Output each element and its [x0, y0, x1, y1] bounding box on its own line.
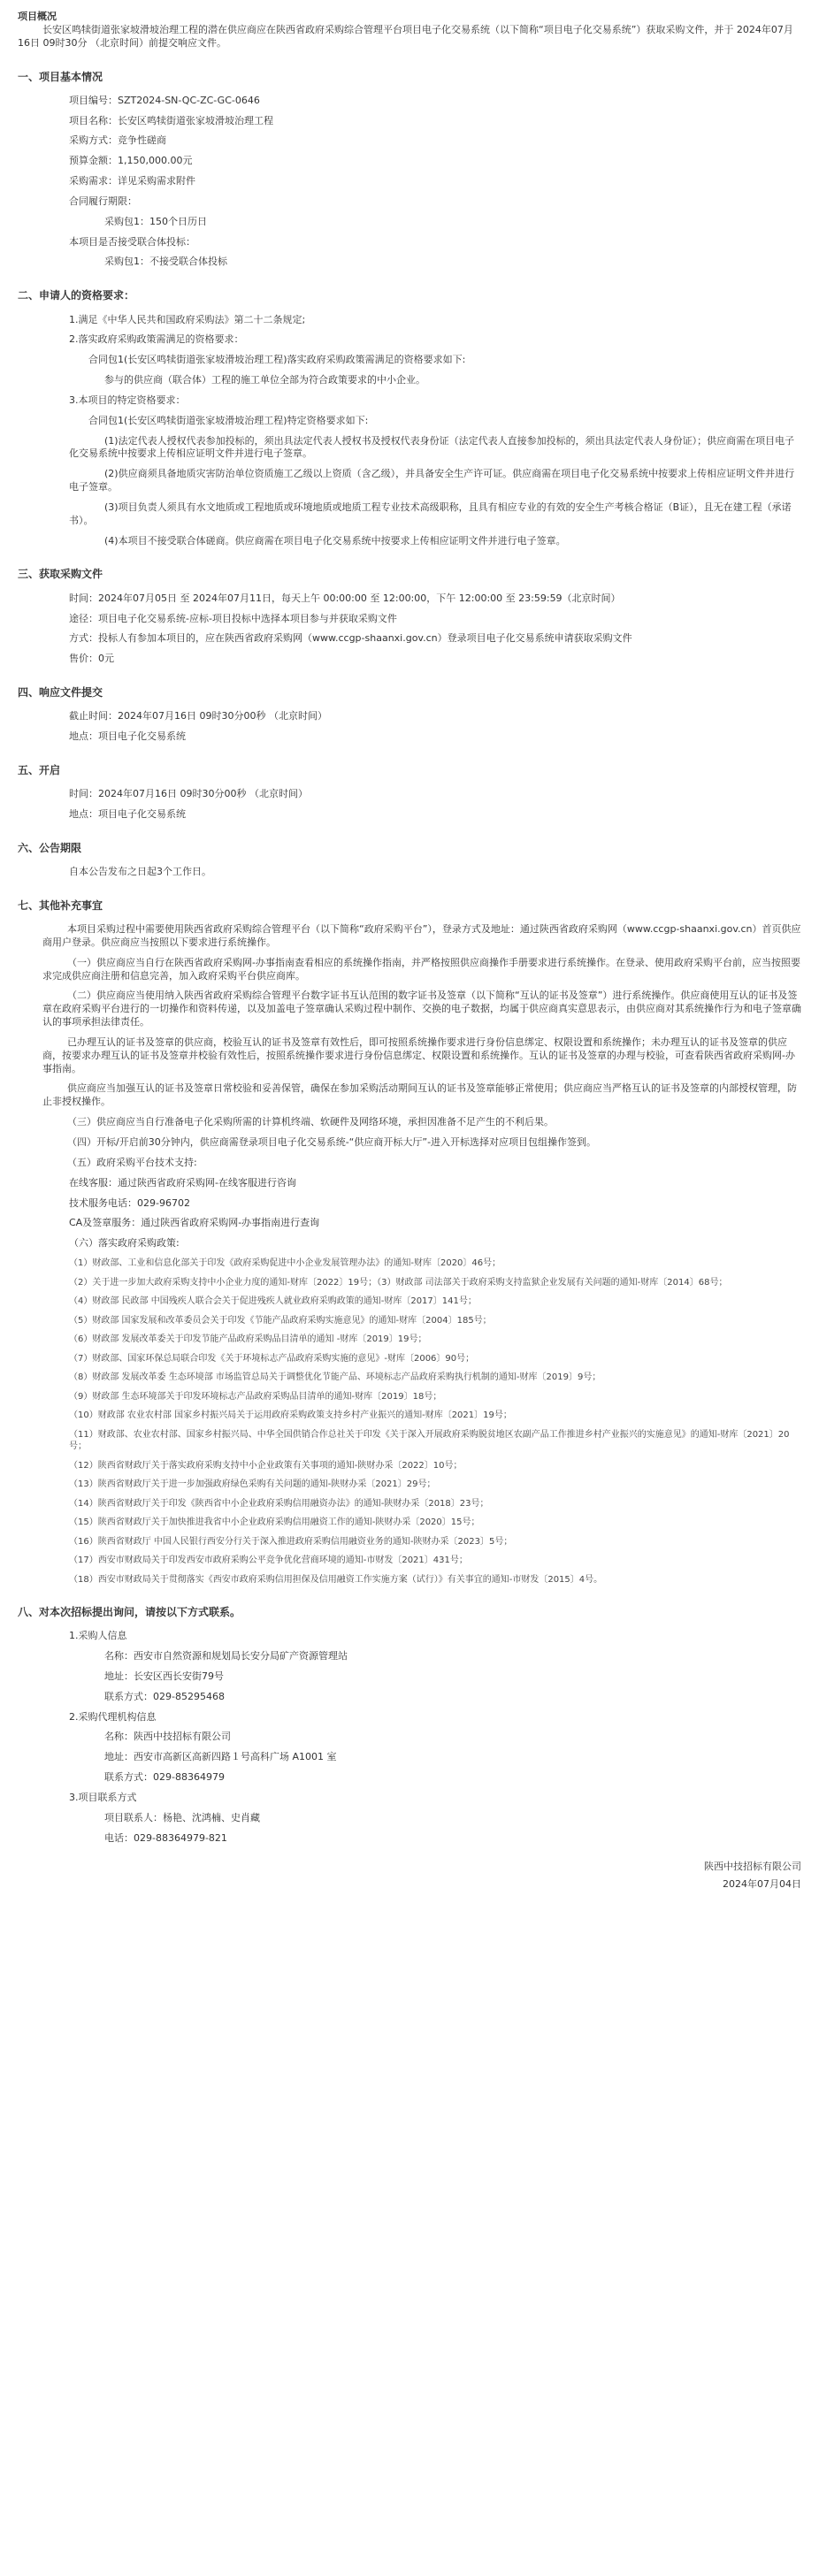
- requirement-3: 3.本项目的特定资格要求：: [69, 394, 186, 406]
- buyer-heading: 1.采购人信息: [69, 1630, 127, 1642]
- submission-place: 地点：项目电子化交易系统: [69, 730, 186, 743]
- project-overview: [18, 11, 801, 50]
- buyer-phone: 联系方式：029-85295468: [104, 1690, 225, 1702]
- obtain-way: 途径：项目电子化交易系统-应标-项目投标中选择本项目参与并获取采购文件: [69, 612, 397, 624]
- requirement-2: 2.落实政府采购政策需满足的资格要求：: [69, 333, 244, 346]
- obtain-price: 售价：0元: [69, 653, 114, 665]
- agent-name: 名称：陕西中技招标有限公司: [104, 1731, 231, 1743]
- policy-item: （9）财政部 生态环境部关于印发环境标志产品政府采购品目清单的通知-财库〔2019〕18号；: [69, 1391, 442, 1402]
- budget-amount: 预算金额：1,150,000.00元: [69, 155, 193, 167]
- section-title: 一、项目基本情况: [18, 70, 103, 83]
- requirement-3d: (3)项目负责人须具有水文地质或工程地质或环境地质或地质工程专业技术高级职称，且具有相应专业的有效的安全生产考核合格证（B证），且无在建工程（承诺书）。: [69, 501, 792, 526]
- section-title: 六、公告期限: [18, 841, 82, 854]
- agent-address: 地址：西安市高新区高新四路１号高科广场 A1001 室: [104, 1751, 337, 1763]
- requirement-3a: 合同包1(长安区鸣犊街道张家坡滑坡治理工程)特定资格要求如下:: [88, 414, 369, 426]
- signature-company: 陕西中技招标有限公司: [704, 1860, 801, 1872]
- supplementary-p1: （一）供应商应当自行在陕西省政府采购网-办事指南查看相应的系统操作指南，并严格按照供应商操作手册要求进行系统操作。在登录、使用政府采购平台前，应当按照要求完成供应商注册和信息完善，加入政府采购平台供应商库。: [42, 956, 800, 982]
- contract-period-label: 合同履行期限：: [69, 195, 137, 207]
- policy-item: （18）西安市财政局关于贯彻落实《西安市政府采购信用担保及信用融资工作实施方案（试行）》有关事宜的通知-市财发〔2015〕4号。: [69, 1574, 603, 1585]
- consortium-label: 本项目是否接受联合体投标：: [69, 235, 195, 248]
- section-title: 四、响应文件提交: [18, 686, 103, 699]
- procurement-demand: 采购需求：详见采购需求附件: [69, 175, 195, 187]
- procurement-method: 采购方式：竞争性磋商: [69, 134, 166, 147]
- consortium-package: 采购包1：不接受联合体投标: [104, 256, 227, 268]
- contact-phone: 电话：029-88364979-821: [104, 1831, 227, 1844]
- section-notice-period: [18, 841, 801, 883]
- requirement-3b: (1)法定代表人授权代表参加投标的，须出具法定代表人授权书及授权代表身份证（法定代表人直接参加投标的，须出具法定代表人身份证）；供应商需在项目电子化交易系统中按要求上传相应证明文件并进行电子签章。: [69, 434, 795, 460]
- notice-period-text: 自本公告发布之日起3个工作日。: [69, 865, 211, 877]
- section-title: 五、开启: [18, 763, 61, 776]
- signature-date: 2024年07月04日: [723, 1878, 801, 1891]
- policy-item: （6）财政部 发展改革委关于印发节能产品政府采购品目清单的通知 -财库〔2019〕19号；: [69, 1334, 427, 1345]
- contact-people: 项目联系人：杨艳、沈鸿楠、史肖藏: [104, 1811, 260, 1823]
- policy-item: （17）西安市财政局关于印发西安市政府采购公平竞争优化营商环境的通知-市财发〔2021〕431号；: [69, 1556, 468, 1566]
- requirement-2b: 参与的供应商（联合体）工程的施工单位全部为符合政策要求的中小企业。: [104, 374, 425, 386]
- policy-item: （4）财政部 民政部 中国残疾人联合会关于促进残疾人就业政府采购政策的通知-财库〔2017〕141号；: [69, 1296, 477, 1307]
- policy-item: （16）陕西省财政厅 中国人民银行西安分行关于深入推进政府采购信用融资业务的通知-陕财办采〔2023〕5号；: [69, 1536, 513, 1547]
- requirement-3e: (4)本项目不接受联合体磋商。供应商需在项目电子化交易系统中按要求上传相应证明文件并进行电子签章。: [104, 534, 566, 547]
- buyer-name: 名称：西安市自然资源和规划局长安分局矿产资源管理站: [104, 1650, 348, 1663]
- buyer-address: 地址：长安区西长安街79号: [104, 1670, 224, 1682]
- opening-time: 时间：2024年07月16日 09时30分00秒 （北京时间）: [69, 788, 308, 800]
- supplementary-policy-heading: （六）落实政府采购政策:: [69, 1237, 180, 1250]
- policy-item: （13）陕西省财政厅关于进一步加强政府绿色采购有关问题的通知-陕财办采〔2021〕29号；: [69, 1479, 436, 1490]
- overview-text: 长安区鸣犊街道张家坡滑坡治理工程的潜在供应商应在陕西省政府采购综合管理平台项目电子化交易系统（以下简称“项目电子化交易系统”）获取采购文件，并于 2024年07月16日 09时30分 （北京时间）前提交响应文件。: [18, 23, 793, 49]
- requirement-3c: (2)供应商须具备地质灾害防治单位资质施工乙级以上资质（含乙级），并具备安全生产许可证。供应商需在项目电子化交易系统中按要求上传相应证明文件并进行电子签章。: [69, 468, 795, 493]
- policy-item: （8）财政部 发展改革委 生态环境部 市场监管总局关于调整优化节能产品、环境标志产品政府采购执行机制的通知-财库〔2019〕9号；: [69, 1372, 601, 1383]
- requirement-1: 1.满足《中华人民共和国政府采购法》第二十二条规定;: [69, 313, 306, 325]
- supplementary-p6: （四）开标/开启前30分钟内，供应商需登录项目电子化交易系统-“供应商开标大厅”-进入开标选择对应项目包组操作签到。: [67, 1135, 597, 1148]
- project-name: 项目名称：长安区鸣犊街道张家坡滑坡治理工程: [69, 114, 273, 126]
- supplementary-p5: （三）供应商应当自行准备电子化采购所需的计算机终端、软硬件及网络环境，承担因准备不足产生的不利后果。: [67, 1116, 554, 1128]
- section-title: 八、对本次招标提出询问，请按以下方式联系。: [18, 1606, 241, 1619]
- supplementary-p7: （五）政府采购平台技术支持:: [67, 1156, 197, 1168]
- policy-item: （2）关于进一步加大政府采购支持中小企业力度的通知-财库〔2022〕19号；（3）财政部 司法部关于政府采购支持监狱企业发展有关问题的通知-财库〔2014〕68号；: [69, 1277, 728, 1288]
- policy-item: （12）陕西省财政厅关于落实政府采购支持中小企业政策有关事项的通知-陕财办采〔2022〕10号；: [69, 1460, 463, 1471]
- supplementary-tech-phone: 技术服务电话：029-96702: [69, 1196, 190, 1209]
- policy-item: （11）财政部、农业农村部、国家乡村振兴局、中华全国供销合作总社关于印发《关于深入开展政府采购脱贫地区农副产品工作推进乡村产业振兴的实施意见》的通知-财库〔2021〕20号；: [69, 1429, 790, 1452]
- overview-heading: 项目概况: [18, 11, 57, 22]
- policy-item: （1）财政部、工业和信息化部关于印发《政府采购促进中小企业发展管理办法》的通知-财库〔2020〕46号；: [69, 1258, 501, 1269]
- policy-item: （10）财政部 农业农村部 国家乡村振兴局关于运用政府采购政策支持乡村产业振兴的通知-财库〔2021〕19号；: [69, 1410, 512, 1421]
- section-opening: [18, 763, 801, 825]
- section-title: 七、其他补充事宜: [18, 898, 103, 912]
- supplementary-p4: 供应商应当加强互认的证书及签章日常校验和妥善保管，确保在参加采购活动期间互认的证书及签章能够正常使用；供应商应当严格互认的证书及签章的内部授权管理，防止非授权操作。: [42, 1082, 797, 1108]
- section-title: 三、获取采购文件: [18, 568, 103, 581]
- section-obtain-documents: [18, 567, 801, 669]
- agent-heading: 2.采购代理机构信息: [69, 1710, 157, 1723]
- requirement-2a: 合同包1(长安区鸣犊街道张家坡滑坡治理工程)落实政府采购政策需满足的资格要求如下:: [88, 354, 466, 366]
- contract-period-package: 采购包1：150个日历日: [104, 215, 207, 227]
- supplementary-ca-service: CA及签章服务：通过陕西省政府采购网-办事指南进行查询: [69, 1217, 320, 1229]
- policy-item: （5）财政部 国家发展和改革委员会关于印发《节能产品政府采购实施意见》的通知-财库〔2004〕185号；: [69, 1315, 492, 1326]
- obtain-time: 时间：2024年07月05日 至 2024年07月11日，每天上午 00:00:00 至 12:00:00，下午 12:00:00 至 23:59:59（北京时间）: [69, 592, 621, 604]
- supplementary-p2: （二）供应商应当使用纳入陕西省政府采购综合管理平台数字证书互认范围的数字证书及签章（以下简称“互认的证书及签章”）进行系统操作。供应商使用互认的证书及签章在政府采购平台进行的一切操作和资料传递，以及加盖电子签章确认采购过程中制作、交换的电子数据，均属于供应商真实意思表示，由供应商对其系统操作行为和电子签章确认的事项承担法律责任。: [42, 990, 801, 1028]
- submission-deadline: 截止时间：2024年07月16日 09时30分00秒 （北京时间）: [69, 710, 327, 722]
- section-contact: [18, 1605, 801, 1848]
- section-submission: [18, 685, 801, 747]
- signature-block: [18, 1858, 801, 1895]
- project-number: 项目编号：SZT2024-SN-QC-ZC-GC-0646: [69, 94, 260, 106]
- section-basic-info: [18, 70, 801, 273]
- supplementary-online-service: 在线客服：通过陕西省政府采购网-在线客服进行咨询: [69, 1176, 296, 1189]
- supplementary-p3: 已办理互认的证书及签章的供应商，校验互认的证书及签章有效性后，即可按照系统操作要求进行身份信息绑定、权限设置和系统操作；未办理互认的证书及签章的供应商，按要求办理互认的证书及签章并校验有效性后，按照系统操作要求进行身份信息绑定、权限设置和系统操作。互认的证书及签章的办理与校验，可查看陕西省政府采购网-办事指南。: [42, 1036, 795, 1074]
- agent-phone: 联系方式：029-88364979: [104, 1771, 225, 1784]
- opening-place: 地点：项目电子化交易系统: [69, 807, 186, 820]
- section-title: 二、申请人的资格要求：: [18, 289, 135, 302]
- policy-item: （15）陕西省财政厅关于加快推进我省中小企业政府采购信用融资工作的通知-陕财办采〔2020〕15号；: [69, 1517, 480, 1528]
- supplementary-p0: 本项目采购过程中需要使用陕西省政府采购综合管理平台（以下简称“政府采购平台”），登录方式及地址：通过陕西省政府采购网（www.ccgp-shaanxi.gov.cn）首页供应商用户登录。供应商应当按照以下要求进行系统操作。: [42, 923, 801, 948]
- policy-list: [18, 1254, 801, 1589]
- contact-heading: 3.项目联系方式: [69, 1791, 137, 1803]
- policy-item: （7）财政部、国家环保总局联合印发《关于环境标志产品政府采购实施的意见》-财库〔2006〕90号；: [69, 1353, 475, 1364]
- obtain-method: 方式：投标人有参加本项目的，应在陕西省政府采购网（www.ccgp-shaanxi.gov.cn）登录项目电子化交易系统申请获取采购文件: [69, 632, 632, 645]
- section-qualifications: [18, 288, 801, 551]
- section-supplementary: [18, 898, 801, 1589]
- policy-item: （14）陕西省财政厅关于印发《陕西省中小企业政府采购信用融资办法》的通知-陕财办采〔2018〕23号；: [69, 1498, 489, 1509]
